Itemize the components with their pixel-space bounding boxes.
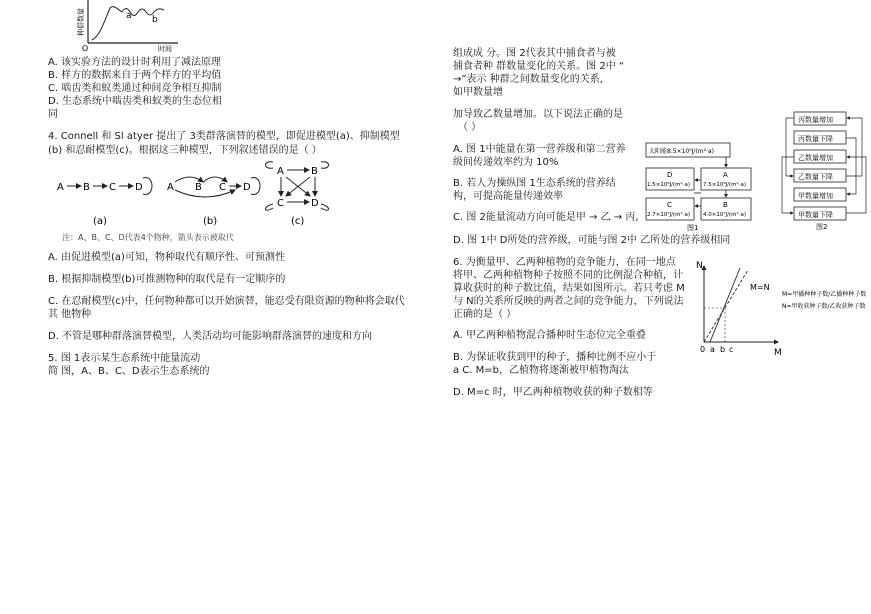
- q4-option-c: C. 在忍耐模型(c)中，任何物种都可以开始演替，能忍受有限资源的物种将会取代: [48, 296, 405, 307]
- q4-stem-1: 4. Connell 和 Sl atyer 提出了 3类群落演替的模型，即促进模型(a)、抑制模型: [48, 131, 400, 142]
- svg-text:A: A: [57, 182, 64, 193]
- q5-option-a-cont: 级间传递效率约为 10%: [453, 157, 559, 168]
- q5-cont-3: →”表示 种群之间数量变化的关系，: [453, 74, 610, 85]
- svg-text:C: C: [109, 182, 116, 193]
- fig2-box-3: [794, 169, 846, 182]
- population-graph: [78, 0, 198, 52]
- tick-a: a: [710, 345, 715, 354]
- svg-text:D: D: [243, 182, 251, 193]
- tick-c: c: [729, 345, 734, 354]
- tick-b: b: [720, 345, 726, 354]
- q5-stem-1: 5. 图 1表示某生态系统中能量流动: [48, 353, 201, 364]
- svg-text:B: B: [723, 201, 728, 209]
- fig2-box-5: [794, 207, 846, 220]
- q4-option-b: B. 根据抑制模型(b)可推测物种的取代是有一定顺序的: [48, 274, 286, 285]
- q5-cont-6: （ ）: [458, 122, 482, 133]
- q5-option-b: B. 若人为操纵图 1生态系统的营养结: [453, 178, 616, 189]
- label-a: a: [126, 11, 132, 21]
- legend-1: M=甲播种种子数/乙播种种子数: [782, 291, 867, 298]
- q4-caption-cut: 注：A、B、C、D代表4个物种，箭头表示被取代: [62, 233, 234, 242]
- q3-option-c: C. 啮齿类和蚁类通过种间竞争相互抑制: [48, 83, 222, 94]
- model-b: [167, 177, 260, 227]
- q6-stem-3: 算收获时的种子数比值，结果如图所示。若只考虑 M: [453, 283, 685, 294]
- svg-text:D: D: [135, 182, 143, 193]
- fig2-box-1: [794, 131, 846, 144]
- energy-flow-figure-1: [645, 140, 755, 232]
- competition-graph: [698, 262, 868, 362]
- svg-text:C: C: [219, 182, 226, 193]
- q5-option-b-cont: 构，可提高能量传递效率: [453, 191, 563, 202]
- q5-option-d: D. 图 1中 D所处的营养级，可能与图 2中 乙所处的营养级相同: [453, 235, 731, 246]
- n-label: N: [696, 261, 703, 271]
- population-relation-figure-2: [776, 108, 871, 230]
- q4-option-d: D. 不管是哪种群落演替模型，人类活动均可能影响群落演替的速度和方向: [48, 331, 373, 342]
- q5-cont-2: 捕食者种 群数量变化的关系。图 2中 “: [453, 61, 625, 72]
- svg-text:D: D: [667, 171, 673, 179]
- svg-text:1.5×10⁶J/(m²·a): 1.5×10⁶J/(m²·a): [647, 182, 691, 188]
- q5-cont-4: 如甲数量增: [453, 87, 503, 98]
- q5-cont-1: 组成成 分。图 2代表其中捕食者与被: [453, 48, 616, 59]
- line-label: M=N: [750, 283, 770, 292]
- model-c: [266, 162, 329, 227]
- svg-text:B: B: [311, 166, 318, 177]
- svg-text:B: B: [195, 182, 202, 193]
- svg-text:4.0×10⁷J/(m²·a): 4.0×10⁷J/(m²·a): [703, 212, 747, 218]
- q5-stem-2: 简 图，A、B、C、D表示生态系统的: [48, 366, 210, 377]
- fig2-caption: 图2: [816, 223, 828, 231]
- fig2-box-2: [794, 150, 846, 163]
- q6-option-a: A. 甲乙两种植物混合播种时生态位完全重叠: [453, 330, 647, 341]
- svg-text:2.7×10⁵J/(m²·a): 2.7×10⁵J/(m²·a): [647, 212, 691, 218]
- q6-stem-1: 6. 为衡量甲、乙两种植物的竞争能力，在同一地点: [453, 257, 676, 268]
- svg-text:丙数量下降: 丙数量下降: [798, 135, 833, 143]
- svg-text:丙数量增加: 丙数量增加: [798, 116, 833, 124]
- label-b: b: [152, 15, 158, 25]
- fig1-caption: 图1: [687, 224, 699, 232]
- curve-a: [92, 7, 122, 40]
- q6-stem-2: 将甲、乙两种植物种子按照不同的比例混合种植，计: [453, 270, 683, 281]
- svg-text:7.5×10⁸J/(m²·a): 7.5×10⁸J/(m²·a): [703, 182, 747, 188]
- m-label: M: [774, 348, 782, 358]
- legend-2: N=甲收获种子数/乙收获种子数: [782, 303, 866, 310]
- fig2-box-0: [794, 112, 846, 125]
- q4-option-a: A. 由促进模型(a)可知，物种取代有顺序性、可预测性: [48, 252, 285, 263]
- svg-text:A: A: [723, 171, 728, 179]
- fig2-box-4: [794, 188, 846, 201]
- q6-option-b-cont-c: a C. M=b，乙植物将逐渐被甲植物淘汰: [453, 365, 630, 376]
- q3-option-d-cont: 同: [48, 109, 58, 120]
- svg-text:A: A: [277, 166, 284, 177]
- svg-text:A: A: [167, 182, 174, 193]
- origin-label: 0: [700, 345, 706, 354]
- label-model-b: (b): [203, 216, 218, 227]
- q6-option-b: B. 为保证收获到甲的种子，播种比例不应小于: [453, 352, 657, 363]
- q5-option-c: C. 图 2能量流动方向可能是甲 → 乙 → 丙,: [453, 212, 639, 223]
- label-model-a: (a): [93, 216, 107, 227]
- svg-text:甲数量下降: 甲数量下降: [798, 211, 833, 219]
- line-result: [710, 268, 740, 342]
- svg-text:甲数量增加: 甲数量增加: [798, 192, 833, 200]
- ylabel: 种群数量: [77, 8, 85, 36]
- svg-text:C: C: [277, 198, 284, 209]
- svg-text:乙数量下降: 乙数量下降: [798, 173, 833, 181]
- q6-option-d: D. M=c 时，甲乙两种植物收获的种子数相等: [453, 387, 653, 398]
- q3-option-a: A. 该实验方法的设计时利用了减法原理: [48, 57, 222, 68]
- svg-text:C: C: [667, 201, 672, 209]
- q4-option-c-cont: 其 他物种: [48, 309, 92, 320]
- q3-option-b: B. 样方的数据来自于两个样方的平均值: [48, 70, 222, 81]
- line-m-eq-n: [704, 270, 748, 342]
- q4-stem-2: (b) 和忍耐模型(c)。根据这三种模型，下列叙述错误的是（ ）: [48, 145, 322, 156]
- svg-text:B: B: [83, 182, 90, 193]
- model-a: [57, 178, 152, 227]
- label-model-c: (c): [291, 216, 305, 227]
- xlabel: 时间: [158, 45, 172, 53]
- q5-cont-5: 加导致乙数量增加。以下说法正确的是: [453, 109, 623, 120]
- svg-text:乙数量增加: 乙数量增加: [798, 154, 833, 162]
- q6-stem-5: 正确的是（ ）: [453, 309, 517, 320]
- q6-stem-4: 与 N的关系所反映的两者之间的竞争能力，下列说法: [453, 296, 684, 307]
- svg-text:太阳能8.5×10⁹J/(m²·a): 太阳能8.5×10⁹J/(m²·a): [649, 148, 714, 155]
- q3-option-d: D. 生态系统中啮齿类和蚁类的生态位相: [48, 96, 223, 107]
- origin: O: [81, 44, 89, 53]
- q5-option-a: A. 图 1中能量在第一营养级和第二营养: [453, 144, 626, 155]
- svg-text:D: D: [311, 198, 319, 209]
